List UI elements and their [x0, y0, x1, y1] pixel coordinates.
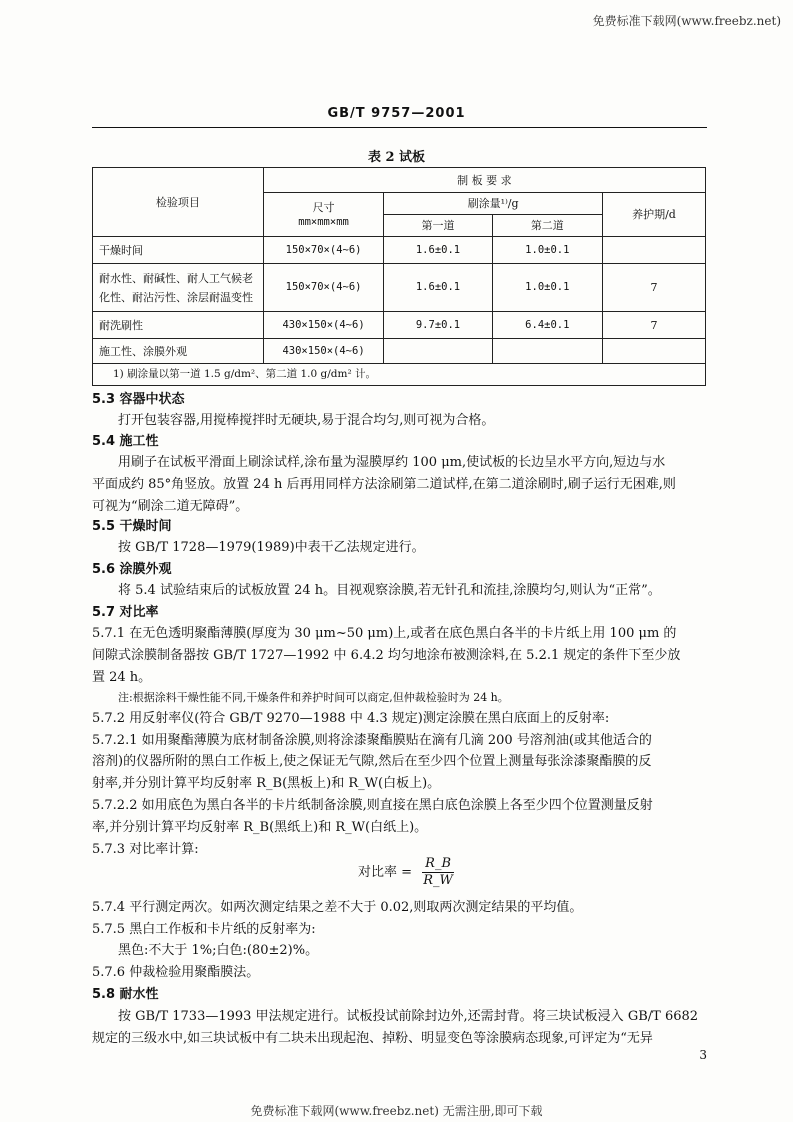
cell-size: 430×150×(4~6) [263, 312, 383, 339]
section-heading: 5.7 对比率 [92, 605, 159, 620]
formula-denominator: R_W [423, 873, 453, 888]
cell-first [384, 339, 492, 364]
cell-size: 150×70×(4~6) [263, 264, 383, 312]
cell-second: 1.0±0.1 [492, 264, 602, 312]
header-rule [92, 127, 707, 128]
cell-first: 1.6±0.1 [384, 237, 492, 264]
cell-second [492, 339, 602, 364]
formula-fraction [422, 856, 454, 889]
body-line: 置 24 h。 [92, 670, 152, 685]
body-line: 可视为“刷涂二道无障碍”。 [92, 499, 249, 514]
col-first-header: 第一道 [384, 215, 492, 237]
body-line: 平面成约 85°角竖放。放置 24 h 后再用同样方法涂刷第二道试样,在第二道涂刷时,刷子运行无困难,则 [92, 477, 676, 492]
body-line: 规定的三级水中,如三块试板中有二块未出现起泡、掉粉、明显变色等涂膜病态现象,可评定为“无异 [92, 1031, 653, 1046]
body-line: 间隙式涂膜制备器按 GB/T 1727—1992 中 6.4.2 均匀地涂布被测涂料,在 5.2.1 规定的条件下至少放 [92, 648, 681, 663]
body-line: 按 GB/T 1728—1979(1989)中表干乙法规定进行。 [118, 540, 425, 555]
cell-cure: 7 [602, 312, 705, 339]
section-heading: 5.6 涂膜外观 [92, 562, 172, 577]
table-footnote: 1) 刷涂量以第一道 1.5 g/dm²、第二道 1.0 g/dm² 计。 [93, 364, 706, 386]
body-line: 按 GB/T 1733—1993 甲法规定进行。试板投试前除封边外,还需封背。将三块试板浸入 GB/T 6682 [118, 1009, 699, 1024]
section-heading: 5.5 干燥时间 [92, 519, 172, 534]
page-header: GB/T 9757—2001 [327, 106, 466, 121]
col-coat-header: 刷涂量¹⁾/g [384, 193, 603, 215]
body-line: 用刷子在试板平滑面上刷涂试样,涂布量为湿膜厚约 100 μm,使试板的长边呈水平方向,短边与水 [118, 455, 666, 470]
body-line: 射率,并分别计算平均反射率 R_B(黑板上)和 R_W(白板上)。 [92, 776, 441, 791]
col-second-header: 第二道 [492, 215, 602, 237]
body-line: 5.7.4 平行测定两次。如两次测定结果之差不大于 0.02,则取两次测定结果的平均值。 [92, 900, 583, 915]
col-size-header [263, 193, 383, 237]
contrast-formula [358, 856, 454, 889]
cell-first: 1.6±0.1 [384, 264, 492, 312]
body-line: 将 5.4 试验结束后的试板放置 24 h。目视观察涂膜,若无针孔和流挂,涂膜均匀,则认为“正常”。 [118, 583, 661, 598]
body-line: 5.7.2.2 如用底色为黑白各半的卡片纸制备涂膜,则直接在黑白底色涂膜上各至少四个位置测量反射 [92, 798, 653, 813]
body-line: 5.7.2 用反射率仪(符合 GB/T 9270—1988 中 4.3 规定)测定涂膜在黑白底面上的反射率: [92, 711, 610, 726]
cell-cure: 7 [602, 264, 705, 312]
body-line: 5.7.1 在无色透明聚酯薄膜(厚度为 30 μm~50 μm)上,或者在底色黑白各半的卡片纸上用 100 μm 的 [92, 626, 677, 641]
body-line: 5.7.5 黑白工作板和卡片纸的反射率为: [92, 922, 316, 937]
cell-first: 9.7±0.1 [384, 312, 492, 339]
formula-lhs: 对比率 = [358, 865, 413, 880]
table-row [93, 339, 706, 364]
cell-cure [602, 237, 705, 264]
section-heading: 5.3 容器中状态 [92, 392, 185, 407]
col-size-label: 尺寸 [312, 200, 335, 214]
formula-numerator: R_B [422, 856, 454, 873]
body-line: 率,并分别计算平均反射率 R_B(黑纸上)和 R_W(白纸上)。 [92, 820, 428, 835]
body-line: 5.7.2.1 如用聚酯薄膜为底材制备涂膜,则将涂漆聚酯膜贴在滴有几滴 200 号溶剂油(或其他适合的 [92, 733, 652, 748]
cell-second: 6.4±0.1 [492, 312, 602, 339]
col-cure-header: 养护期/d [602, 193, 705, 237]
body-line: 打开包装容器,用搅棒搅拌时无硬块,易于混合均匀,则可视为合格。 [118, 413, 495, 428]
body-line: 溶剂)的仪器所附的黑白工作板上,使之保证无气隙,然后在至少四个位置上测量每张涂漆聚酯膜的反 [92, 754, 652, 769]
col-item-header: 检验项目 [93, 168, 264, 237]
body-line: 5.7.3 对比率计算: [92, 842, 199, 857]
col-group-header: 制 板 要 求 [263, 168, 705, 193]
body-line: 5.7.6 仲裁检验用聚酯膜法。 [92, 965, 260, 980]
cell-item: 干燥时间 [93, 237, 264, 264]
cell-item: 耐水性、耐碱性、耐人工气候老化性、耐沾污性、涂层耐温变性 [93, 264, 264, 312]
table-row [93, 264, 706, 312]
cell-item: 耐洗刷性 [93, 312, 264, 339]
table-row [93, 237, 706, 264]
cell-second: 1.0±0.1 [492, 237, 602, 264]
page-number: 3 [699, 1048, 707, 1062]
cell-cure [602, 339, 705, 364]
specimen-table [92, 167, 706, 386]
section-heading: 5.4 施工性 [92, 434, 159, 449]
watermark-top: 免费标准下载网(www.freebz.net) [592, 14, 781, 28]
table-row [93, 312, 706, 339]
cell-size: 150×70×(4~6) [263, 237, 383, 264]
body-line: 黑色:不大于 1%;白色:(80±2)%。 [118, 943, 319, 958]
table-title: 表 2 试板 [367, 150, 426, 165]
section-heading: 5.8 耐水性 [92, 987, 159, 1002]
col-size-unit: mm×mm×mm [298, 215, 349, 228]
watermark-bottom: 免费标准下载网(www.freebz.net) 无需注册,即可下载 [250, 1104, 543, 1118]
cell-size: 430×150×(4~6) [263, 339, 383, 364]
note-line: 注:根据涂料干燥性能不同,干燥条件和养护时间可以商定,但仲裁检验时为 24 h。 [118, 691, 509, 704]
cell-item: 施工性、涂膜外观 [93, 339, 264, 364]
